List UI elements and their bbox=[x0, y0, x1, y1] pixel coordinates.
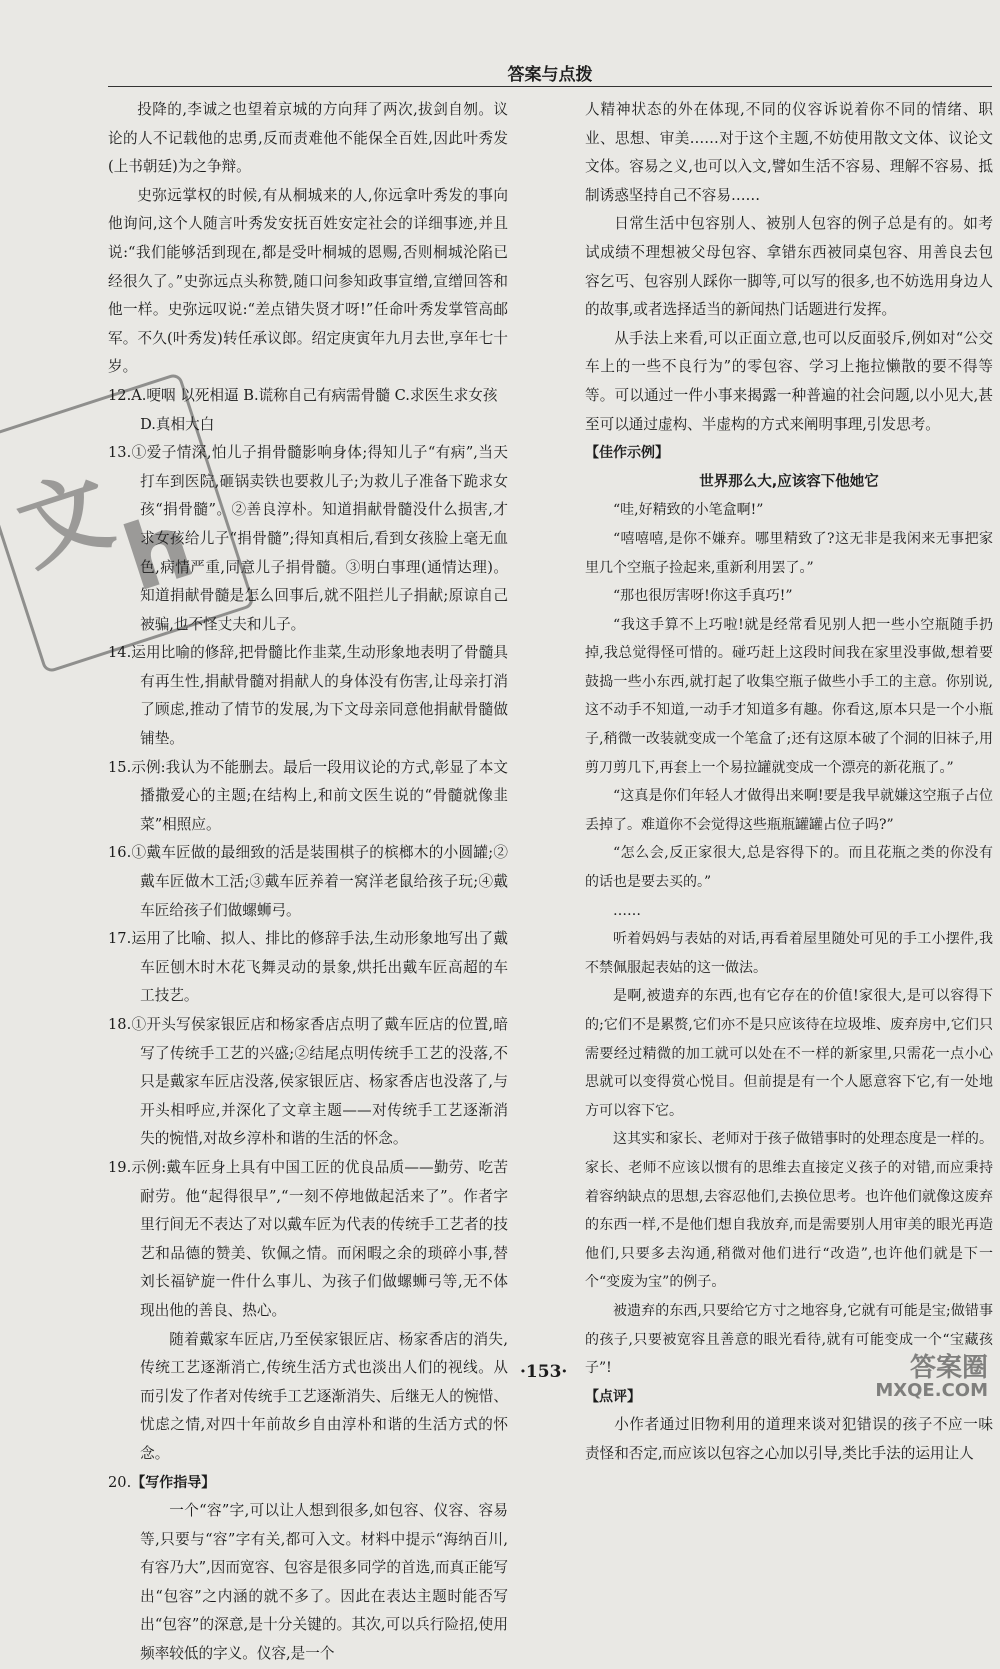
essay-para: “那也很厉害呀!你这手真巧!” bbox=[613, 588, 793, 605]
translation-para-1: 投降的,李诚之也望着京城的方向拜了两次,拔剑自刎。议论的人不记载他的忠勇,反而责难他不能保全百姓,因此叶秀发(上书朝廷)为之争辩。 bbox=[108, 101, 508, 176]
answer-13: 13.①爱子情深,怕儿子捐骨髓影响身体;得知儿子“有病”,当天打车到医院,砸锅卖铁也要救儿子;为救儿子准备下跪求女孩“捐骨髓”。②善良淳朴。知道捐献骨髓没什么损害,才求女孩给儿子“捐骨髓”;得知真相后,看到女孩脸上毫无血色,病情严重,同意儿子捐骨髓。③明白事理(通情达理)。知道捐献骨髓是怎么回事后,就不阻拦儿子捐献;原谅自己被骗,也不怪丈夫和儿子。 bbox=[108, 444, 508, 633]
guide-para-2: 日常生活中包容别人、被别人包容的例子总是有的。如考试成绩不理想被父母包容、拿错东西被同桌包容、用善良去包容乞丐、包容别人踩你一脚等,可以写的很多,也不妨选用身边人的故事,或者选择适当的新闻热门话题进行发挥。 bbox=[585, 215, 993, 319]
answer-18: 18.①开头写侯家银匠店和杨家香店点明了戴车匠店的位置,暗写了传统手工艺的兴盛;②结尾点明传统手工艺的没落,不只是戴家车匠店没落,侯家银匠店、杨家香店也没落了,与开头相呼应,并深化了文章主题——对传统手工艺逐渐消失的惋惜,对故乡淳朴和谐的生活的怀念。 bbox=[108, 1016, 508, 1148]
answer-15: 15.示例:我认为不能删去。最后一段用议论的方式,彰显了本文播撒爱心的主题;在结构上,和前文医生说的“骨髓就像韭菜”相照应。 bbox=[108, 758, 508, 833]
answer-14: 14.运用比喻的修辞,把骨髓比作韭菜,生动形象地表明了骨髓具有再生性,捐献骨髓对捐献人的身体没有伤害,让母亲打消了顾虑,推动了情节的发展,为下文母亲同意他捐献骨髓做铺垫。 bbox=[108, 644, 508, 748]
answer-19-para-2: 随着戴家车匠店,乃至侯家银匠店、杨家香店的消失,传统工艺逐渐消亡,传统生活方式也淡出人们的视线。从而引发了作者对传统手工艺逐渐消失、后继无人的惋惜、忧虑之情,对四十年前故乡自由淳朴和谐的生活方式的怀念。 bbox=[140, 1330, 508, 1462]
answer-16: 16.①戴车匠做的最细致的活是装围棋子的槟榔木的小圆罐;②戴车匠做木工活;③戴车匠养着一窝洋老鼠给孩子玩;④戴车匠给孩子们做螺蛳弓。 bbox=[108, 844, 508, 919]
right-column bbox=[585, 96, 993, 1469]
writing-guide-tag: 【写作指导】 bbox=[131, 1474, 216, 1491]
watermark-logo bbox=[778, 1355, 988, 1403]
comment-tag: 【点评】 bbox=[585, 1388, 641, 1405]
essay-para: “哇,好精致的小笔盒啊!” bbox=[613, 502, 764, 519]
essay-para: 被遗弃的东西,只要给它方寸之地容身,它就有可能是宝;做错事的孩子,只要被宽容且善意的眼光看待,就有可能变成一个“宝藏孩子”! bbox=[585, 1302, 993, 1377]
header-divider bbox=[108, 86, 992, 87]
comment-text: 小作者通过旧物利用的道理来谈对犯错误的孩子不应一味责怪和否定,而应该以包容之心加以引导,类比手法的运用让人 bbox=[585, 1416, 993, 1462]
essay-para: “怎么会,反正家很大,总是容得下的。而且花瓶之类的你没有的话也是要去买的。” bbox=[585, 845, 993, 891]
essay-para: …… bbox=[613, 902, 641, 919]
example-essay-tag: 【佳作示例】 bbox=[585, 445, 669, 462]
guide-continued: 人精神状态的外在体现,不同的仪容诉说着你不同的情绪、职业、思想、审美……对于这个主题,不妨使用散文文体、议论文文体。容易之义,也可以入文,譬如生活不容易、理解不容易、抵制诱惑坚持自己不容易…… bbox=[585, 101, 993, 204]
page-header-title: 答案与点拨 bbox=[507, 65, 593, 85]
watermark-url: MXQE.COM bbox=[875, 1380, 988, 1401]
essay-para: “这真是你们年轻人才做得出来啊!要是我早就嫌这空瓶子占位丢掉了。难道你不会觉得这些瓶瓶罐罐占位子吗?” bbox=[585, 788, 993, 833]
left-column bbox=[108, 96, 508, 1669]
watermark-logo-text: 答案圈 bbox=[909, 1353, 988, 1383]
essay-para: 是啊,被遗弃的东西,也有它存在的价值!家很大,是可以容得下的;它们不是累赘,它们亦不是只应该待在垃圾堆、废弃房中,它们只需要经过精微的加工就可以处在不一样的新家里,只需花一点小心思就可以变得赏心悦目。但前提是有一个人愿意容下它,有一处地方可以容下它。 bbox=[585, 988, 993, 1119]
stamp-seal: 文 h bbox=[0, 372, 256, 674]
essay-para: “我这手算不上巧啦!就是经常看见别人把一些小空瓶随手扔掉,我总觉得怪可惜的。碰巧赶上这段时间我在家里没事做,想着要鼓捣一些小东西,就打起了收集空瓶子做些小手工的主意。你别说,这不动手不知道,一动手才知道多有趣。你看这,原本只是一个小瓶子,稍微一改装就变成一个笔盒了;还有这原本破了个洞的旧袜子,用剪刀剪几下,再套上一个易拉罐就变成一个漂亮的新花瓶了。” bbox=[585, 616, 993, 776]
answer-17: 17.运用了比喻、拟人、排比的修辞手法,生动形象地写出了戴车匠刨木时木花飞舞灵动的景象,烘托出戴车匠高超的车工技艺。 bbox=[108, 930, 508, 1005]
essay-para: 听着妈妈与表姑的对话,再看着屋里随处可见的手工小摆件,我不禁佩服起表姑的这一做法。 bbox=[585, 931, 993, 976]
translation-para-2: 史弥远掌权的时候,有从桐城来的人,你远拿叶秀发的事向他询问,这个人随言叶秀发安抚百姓安定社会的详细事迹,并且说:“我们能够活到现在,都是受叶桐城的恩赐,否则桐城沦陷已经很久了。”史弥远点头称赞,随口问参知政事宣缯,宣缯回答和他一样。史弥远叹说:“差点错失贤才呀!”任命叶秀发掌管高邮军。不久(叶秀发)转任承议郎。绍定庚寅年九月去世,享年七十岁。 bbox=[108, 186, 508, 376]
guide-para-3: 从手法上来看,可以正面立意,也可以反面驳斥,例如对“公交车上的一些不良行为”的零包容、学习上拖拉懒散的要不得等等。可以通过一件小事来揭露一种普遍的社会问题,以小见大,甚至可以通过虚构、半虚构的方式来阐明事理,引发思考。 bbox=[585, 329, 993, 433]
answer-12-line-1: 12.A.哽咽 以死相逼 B.谎称自己有病需骨髓 C.求医生求女孩 bbox=[108, 386, 498, 404]
example-essay-body bbox=[585, 496, 993, 1382]
answer-12-line-2: D.真相大白 bbox=[140, 415, 215, 433]
essay-para: 这其实和家长、老师对于孩子做错事时的处理态度是一样的。家长、老师不应该以惯有的思维去直接定义孩子的对错,而应秉持着容纳缺点的思想,去容忍他们,去换位思考。也许他们就像这废弃的东西一样,不是他们想自我放弃,而是需要别人用审美的眼光再造他们,只要多去沟通,稍微对他们进行“改造”,也许他们就是下一个“变废为宝”的例子。 bbox=[585, 1131, 993, 1291]
answer-20-number: 20. bbox=[108, 1473, 132, 1491]
answer-20-heading bbox=[108, 1469, 508, 1498]
example-essay-title: 世界那么大,应该容下他她它 bbox=[699, 473, 879, 490]
answer-19: 19.示例:戴车匠身上具有中国工匠的优良品质——勤劳、吃苦耐劳。他“起得很早”,“一刻不停地做起活来了”。作者字里行间无不表达了对以戴车匠为代表的传统手工艺者的技艺和品德的赞美、钦佩之情。而闲暇之余的琐碎小事,替刘长福铲旋一件什么事儿、为孩子们做螺蛳弓等,无不体现出他的善良、热心。 bbox=[108, 1158, 508, 1319]
essay-para: “嘻嘻嘻,是你不嫌弃。哪里精致了?这无非是我闲来无事把家里几个空瓶子捡起来,重新利用罢了。” bbox=[585, 530, 993, 576]
writing-guide-text: 一个“容”字,可以让人想到很多,如包容、仪容、容易等,只要与“容”字有关,都可入文。材料中提示“海纳百川,有容乃大”,因而宽容、包容是很多同学的首选,而真正能写出“包容”之内涵的就不多了。因此在表达主题时能否写出“包容”的深意,是十分关键的。其次,可以兵行险招,使用频率较低的字义。仪容,是一个 bbox=[140, 1502, 508, 1663]
page-number: ·153· bbox=[520, 1362, 568, 1382]
